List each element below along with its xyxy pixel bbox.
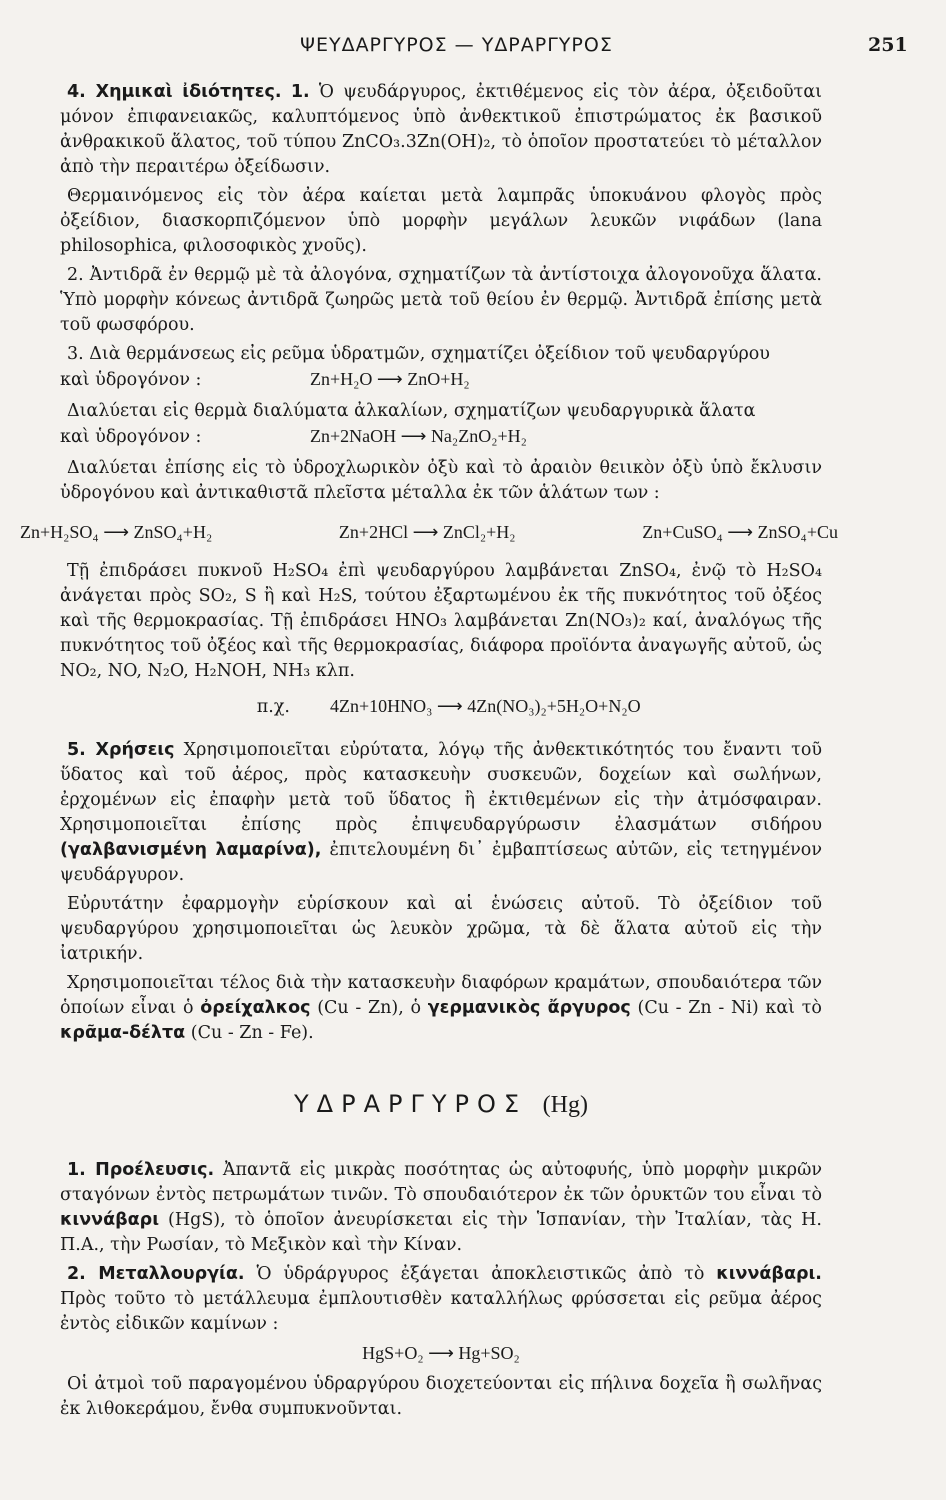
equation-row xyxy=(20,520,838,545)
page-header xyxy=(0,34,946,62)
bold-term: κιννάβαρι xyxy=(60,1210,160,1230)
bold-term: γερμανικὸς ἄργυρος xyxy=(427,998,631,1018)
equation-label: καὶ ὑδρογόνον : xyxy=(60,427,202,447)
mercury-origin-paragraph xyxy=(60,1158,822,1258)
equation: 4Zn+10HNO₃ ⟶ 4Zn(NO₃)₂+5H₂O+N₂O xyxy=(330,696,641,716)
equation: Zn+H₂SO₄ ⟶ ZnSO₄+H₂ xyxy=(20,522,213,542)
paragraph: Θερμαινόμενος εἰς τὸν ἀέρα καίεται μετὰ λαμπρᾶς ὑποκυάνου φλογὸς πρὸς ὀξείδιον, διασκορπιζόμενον ὑπὸ μορφὴν μεγάλων λευκῶν νιφάδων (lana philosophica, φιλοσοφικὸς χνοῦς). xyxy=(60,186,822,256)
paragraph-text: Ὁ ὑδράργυρος ἐξάγεται ἀποκλειστικῶς ἀπὸ τὸ xyxy=(256,1264,705,1284)
paragraph: Εὐρυτάτην ἐφαρμογὴν εὑρίσκουν καὶ αἱ ἑνώσεις αὐτοῦ. Τὸ ὀξείδιον τοῦ ψευδαργύρου χρησιμοποιεῖται ὡς λευκὸν χρῶμα, τὰ δὲ ἅλατα αὐτοῦ εἰς τὴν ἰατρικήν. xyxy=(60,894,822,964)
item-number: 1. xyxy=(290,82,310,102)
paragraph: 2. Ἀντιδρᾶ ἐν θερμῷ μὲ τὰ ἀλογόνα, σχηματίζων τὰ ἀντίστοιχα ἀλογονοῦχα ἅλατα. Ὑπὸ μορφὴν κόνεως ἀντιδρᾶ ζωηρῶς μετὰ τοῦ θείου ἐν θερμῷ. Ἀντιδρᾶ ἐπίσης μετὰ τοῦ φωσφόρου. xyxy=(60,265,822,335)
section-heading: 2. Μεταλλουργία. xyxy=(67,1264,245,1284)
section-heading: 1. Προέλευσις. xyxy=(67,1160,215,1180)
section-heading: 5. Χρήσεις xyxy=(67,740,175,760)
bold-term: κρᾶμα-δέλτα xyxy=(60,1023,186,1043)
chapter-title: ΥΔΡΑΡΓΥΡΟΣ xyxy=(294,1090,528,1118)
mercury-metallurgy-paragraph xyxy=(60,1262,822,1337)
paragraph: Τῇ ἐπιδράσει πυκνοῦ H₂SO₄ ἐπὶ ψευδαργύρου λαμβάνεται ZnSO₄, ἐνῷ τὸ H₂SO₄ ἀνάγεται πρὸς SO₂, S ἢ καὶ H₂S, τούτου ἐξαρτωμένου ἐκ τῆς πυκνότητος τοῦ ὀξέος καὶ τῆς θερμοκρασίας. Τῇ ἐπιδράσει HNO₃ λαμβάνεται Zn(NO₃)₂ καί, ἀναλόγως τῆς πυκνότητος τοῦ ὀξέος καὶ τῆς θερμοκρασίας, διάφορα προϊόντα ἀναγωγῆς αὐτοῦ, ὡς NO₂, NO, N₂O, H₂NOH, NH₃ κλπ. xyxy=(60,561,822,681)
bold-term: ὀρείχαλκος xyxy=(200,998,311,1018)
equation-label: καὶ ὑδρογόνον : xyxy=(60,370,202,390)
paragraph-text: (HgS), τὸ ὁποῖον ἀνευρίσκεται εἰς τὴν Ἱσπανίαν, τὴν Ἰταλίαν, τὰς Η. Π.Α., τὴν Ρωσίαν, τὸ Μεξικὸν καὶ τὴν Κίναν. xyxy=(60,1210,822,1255)
mercury-section-title xyxy=(60,1092,822,1118)
bold-term: κιννάβαρι. xyxy=(716,1264,822,1284)
equation: Zn+2HCl ⟶ ZnCl₂+H₂ xyxy=(338,522,516,542)
paragraph-text: Χρησιμοποιεῖται εὐρύτατα, λόγῳ τῆς ἀνθεκτικότητός του ἔναντι τοῦ ὕδατος καὶ τοῦ ἀέρος, πρὸς κατασκευὴν συσκευῶν, δοχείων καὶ σωλήνων, ἐρχομένων εἰς ἐπαφὴν μετὰ τοῦ ὕδατος ἢ ἐκτιθεμένων εἰς τὴν ἀτμόσφαιραν. Χρησιμοποιεῖται ἐπίσης πρὸς ἐπιψευδαργύρωσιν ἐλασμάτων σιδήρου xyxy=(60,740,822,835)
paragraph-text: Ὁ ψευδάργυρος, ἐκτιθέμενος εἰς τὸν ἀέρα, ὀξειδοῦται μόνον ἐπιφανειακῶς, καλυπτόμενος ὑπὸ ἀνθεκτικοῦ ἐπιστρώματος ἐκ βασικοῦ ἀνθρακικοῦ ἅλατος, τοῦ τύπου ZnCO₃.3Zn(OH)₂, τὸ ὁποῖον προστατεύει τὸ μέταλλον ἀπὸ τὴν περαιτέρω ὀξείδωσιν. xyxy=(60,82,822,177)
paragraph: 3. Διὰ θερμάνσεως εἰς ρεῦμα ὑδρατμῶν, σχηματίζει ὀξείδιον τοῦ ψευδαργύρου xyxy=(67,344,770,364)
equation: HgS+O₂ ⟶ Hg+SO₂ xyxy=(362,1343,520,1363)
zinc-chemical-properties-paragraph xyxy=(60,80,822,180)
equation-line xyxy=(60,424,822,450)
alloys-paragraph xyxy=(60,971,822,1046)
paragraph-text: Πρὸς τοῦτο τὸ μετάλλευμα ἐμπλουτισθὲν καταλλήλως φρύσσεται εἰς ρεῦμα ἀέρος ἐντὸς εἰδικῶν καμίνων : xyxy=(60,1289,822,1334)
equation-line xyxy=(60,367,822,393)
equation: Zn+CuSO₄ ⟶ ZnSO₄+Cu xyxy=(642,522,838,542)
paragraph: Οἱ ἀτμοὶ τοῦ παραγομένου ὑδραργύρου διοχετεύονται εἰς πήλινα δοχεῖα ἢ σωλῆνας ἐκ λιθοκεράμου, ἔνθα συμπυκνοῦνται. xyxy=(60,1374,822,1419)
bold-term: (γαλβανισμένη λαμαρίνα), xyxy=(60,840,322,860)
section-heading: 4. Χημικαὶ ἰδιότητες. xyxy=(67,82,282,102)
zinc-uses-paragraph xyxy=(60,738,822,888)
running-title: ΨΕΥΔΑΡΓΥΡΟΣ — ΥΔΡΑΡΓΥΡΟΣ xyxy=(300,34,613,56)
equation: Zn+H₂O ⟶ ZnO+H₂ xyxy=(310,369,470,389)
paragraph-text: (Cu - Zn), ὁ xyxy=(317,998,422,1018)
chemical-symbol: (Hg) xyxy=(542,1092,588,1118)
equation: Zn+2NaOH ⟶ Na₂ZnO₂+H₂ xyxy=(310,426,527,446)
example-equation xyxy=(60,694,822,720)
paragraph-text: Χρησιμοποιεῖται τέλος διὰ τὴν κατασκευὴν διαφόρων κραμάτων, σπουδαιότερα τῶν ὁποίων εἶναι ὁ xyxy=(60,973,822,1018)
paragraph-text: (Cu - Zn - Fe). xyxy=(190,1023,314,1043)
paragraph-text: Ἀπαντᾶ εἰς μικρὰς ποσότητας ὡς αὐτοφυής, ὑπὸ μορφὴν μικρῶν σταγόνων ἐντὸς πετρωμάτων τινῶν. Τὸ σπουδαιότερον ἐκ τῶν ὀρυκτῶν του εἶναι τὸ xyxy=(60,1160,822,1205)
paragraph-text: ἐπιτελουμένη δι᾽ ἐμβαπτίσεως αὐτῶν, εἰς τετηγμένον ψευδάργυρον. xyxy=(60,840,822,885)
page-body xyxy=(20,80,838,1426)
paragraph: Διαλύεται εἰς θερμὰ διαλύματα ἀλκαλίων, σχηματίζων ψευδαργυρικὰ ἅλατα xyxy=(67,401,756,421)
paragraph-text: (Cu - Zn - Ni) καὶ τὸ xyxy=(637,998,822,1018)
example-label: π.χ. xyxy=(256,697,290,717)
paragraph: Διαλύεται ἐπίσης εἰς τὸ ὑδροχλωρικὸν ὀξὺ καὶ τὸ ἀραιὸν θειικὸν ὀξὺ ὑπὸ ἔκλυσιν ὑδρογόνου καὶ ἀντικαθιστᾶ πλεῖστα μέταλλα ἐκ τῶν ἁλάτων των : xyxy=(60,458,822,503)
page-number: 251 xyxy=(868,34,908,56)
